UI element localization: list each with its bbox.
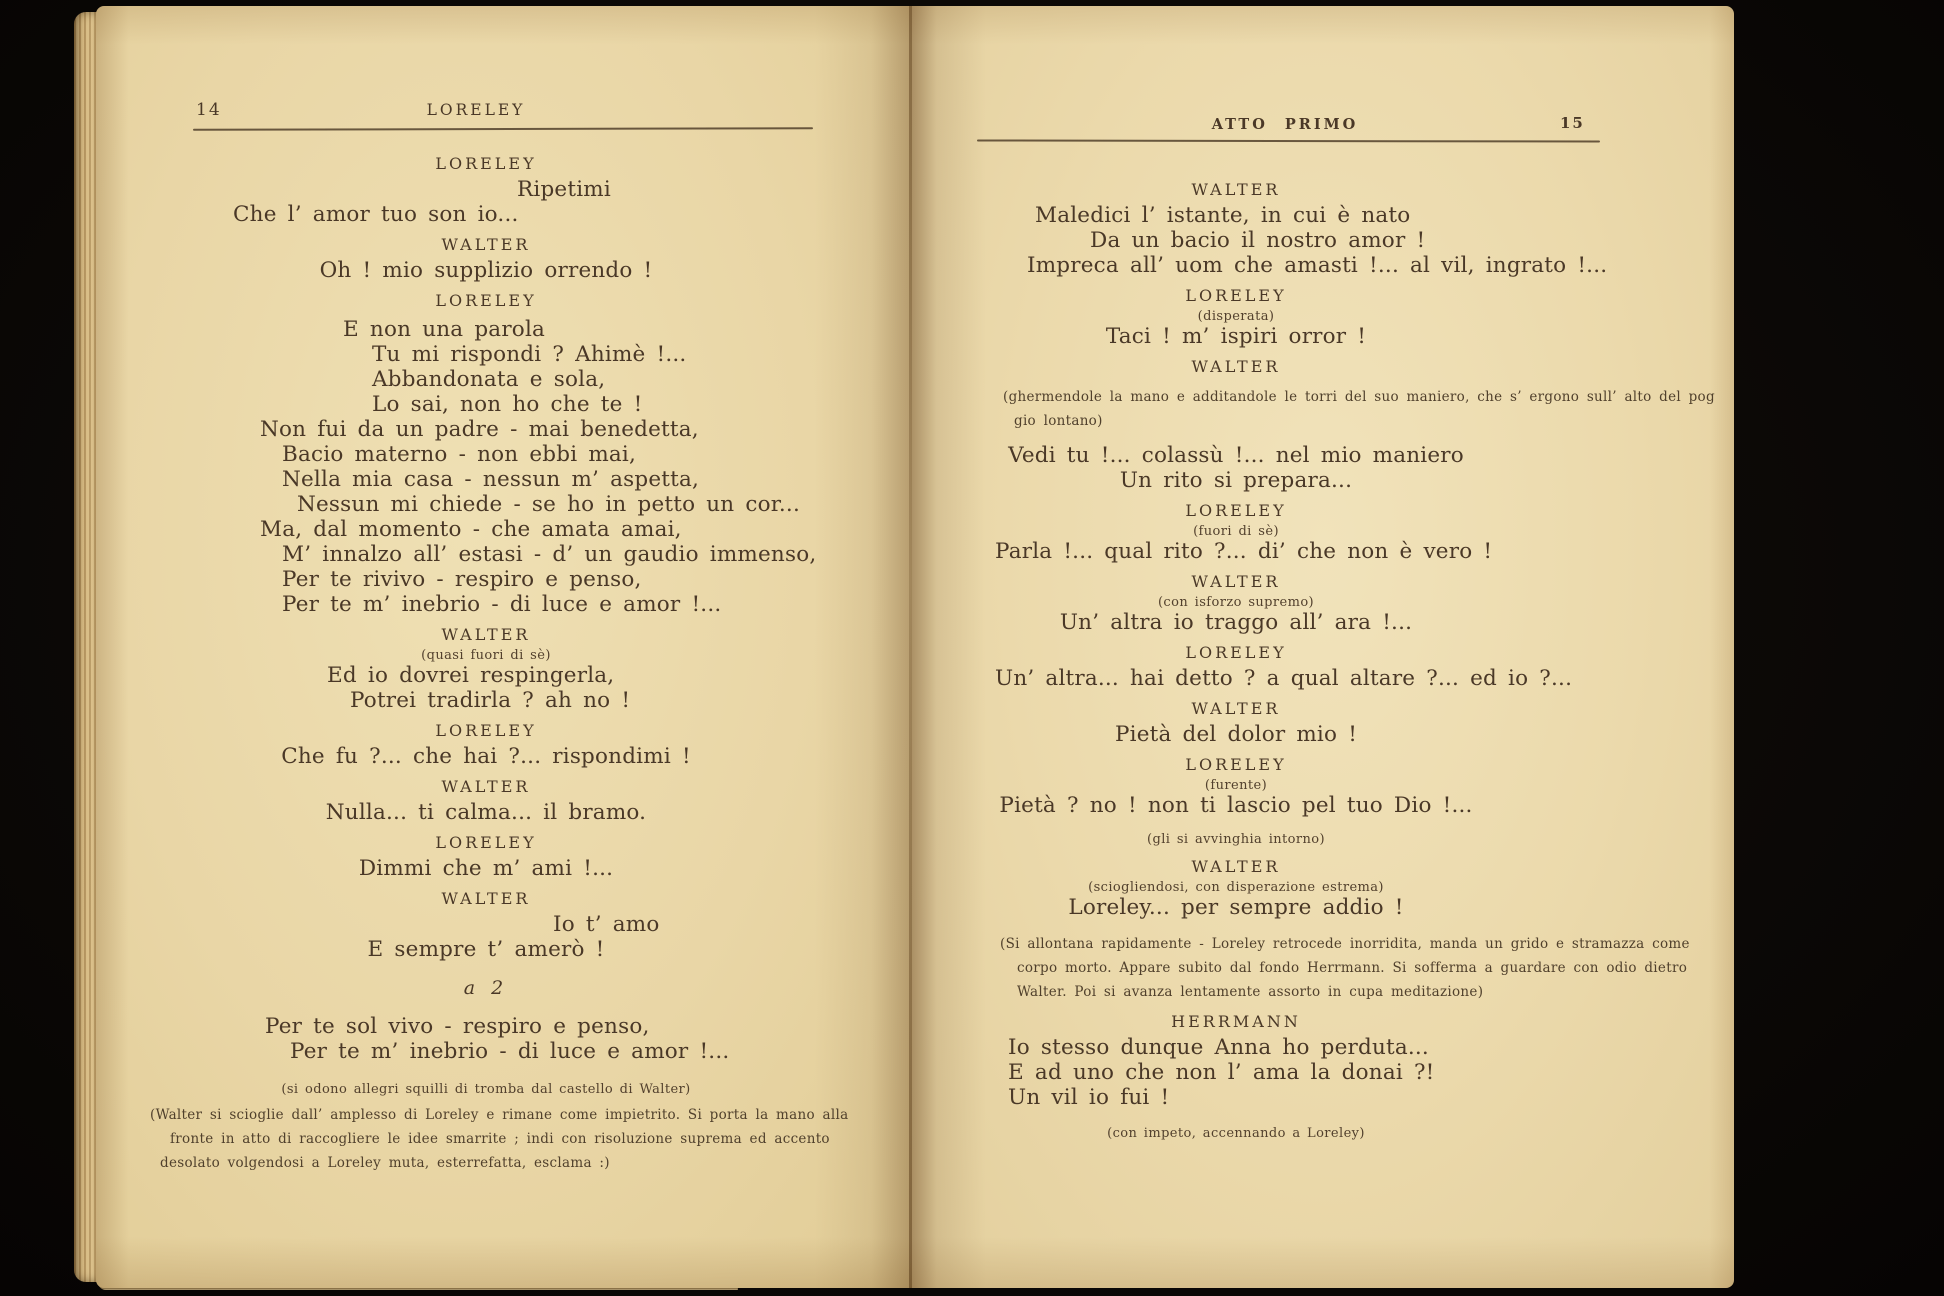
left-page [96,6,912,1288]
verse-line: E non una parola [343,317,546,342]
stage-direction: (con isforzo supremo) [1157,595,1315,610]
verse-line: Un’ altra io traggo all’ ara !... [1059,610,1413,635]
page-14-text [150,146,849,1175]
stage-direction: (disperata) [1197,309,1275,324]
speaker-name: LORELEY [435,291,537,310]
verse-line: Un vil io fui ! [1008,1085,1170,1110]
speaker-name: WALTER [441,235,531,254]
verse-line: Oh ! mio supplizio orrendo ! [319,258,653,283]
stage-direction-line: (Walter si scioglie dall’ amplesso di Loreley e rimane come impietrito. Si porta la mano alla [150,1107,849,1123]
verse-line: Pietà del dolor mio ! [1114,722,1358,747]
verse-line: Nessun mi chiede - se ho in petto un cor... [297,492,800,517]
left-page-number: 14 [196,100,222,120]
verse-line: Per te rivivo - respiro e penso, [282,567,642,592]
verse-line: E ad uno che non l’ ama la donai ?! [1008,1060,1435,1085]
stage-direction: (sciogliendosi, con disperazione estrema) [1088,880,1384,895]
verse-line: Per te m’ inebrio - di luce e amor !... [290,1039,730,1064]
verse-line: Ed io dovrei respingerla, [327,663,615,688]
verse-line: Parla !... qual rito ?... di’ che non è vero ! [995,539,1493,564]
open-book [74,6,1734,1290]
verse-line: Non fui da un padre - mai benedetta, [260,417,699,442]
verse-line: Ma, dal momento - che amata amai, [260,517,682,542]
stage-direction: (si odono allegri squilli di tromba dal castello di Walter) [281,1082,691,1097]
stage-direction-line: fronte in atto di raccogliere le idee smarrite ; indi con risoluzione suprema ed accento [170,1131,830,1147]
verse-line: Potrei tradirla ? ah no ! [350,688,631,713]
speaker-name: LORELEY [1185,501,1287,520]
verse-line: Bacio materno - non ebbi mai, [282,442,637,467]
verse-line: Taci ! m’ ispiri orror ! [1105,324,1367,349]
left-header-rule [193,127,813,131]
verse-line: E sempre t’ amerò ! [367,937,605,962]
stage-direction-line: corpo morto. Appare subito dal fondo Herrmann. Si sofferma a guardare con odio dietro [1017,960,1688,976]
stage-direction-line: (Si allontana rapidamente - Loreley retrocede inorridita, manda un grido e stramazza come [1000,936,1690,952]
stage-direction: (fuori di sè) [1193,524,1279,539]
speaker-name: LORELEY [1185,643,1287,662]
right-running-title: ATTO PRIMO [1211,116,1359,133]
verse-line: Per te m’ inebrio - di luce e amor !... [282,592,722,617]
stage-direction-line: Walter. Poi si avanza lentamente assorto in cupa meditazione) [1017,984,1484,1000]
speaker-name: WALTER [441,889,531,908]
verse-line: Io t’ amo [553,912,660,937]
speaker-name: WALTER [441,625,531,644]
duet-marker: a 2 [463,977,509,999]
verse-line: Nella mia casa - nessun m’ aspetta, [282,467,699,492]
verse-line: Da un bacio il nostro amor ! [1090,228,1426,253]
speaker-name: WALTER [1191,857,1281,876]
verse-line: Maledici l’ istante, in cui è nato [1035,203,1411,228]
stage-direction-line: (ghermendole la mano e additandole le torri del suo maniero, che s’ ergono sull’ alto del pog [1003,389,1715,405]
speaker-name: WALTER [1191,699,1281,718]
speaker-name: LORELEY [1185,755,1287,774]
verse-line: Che fu ?... che hai ?... rispondimi ! [281,744,691,769]
verse-line: Che l’ amor tuo son io... [233,202,519,227]
verse-line: Impreca all’ uom che amasti !... al vil, ingrato !... [1027,253,1608,278]
verse-line: Vedi tu !... colassù !... nel mio maniero [1008,443,1464,468]
verse-line: Ripetimi [517,177,611,202]
verse-line: Un’ altra... hai detto ? a qual altare ?... ed io ?... [995,666,1573,691]
speaker-name: WALTER [1191,572,1281,591]
stage-direction-line: gio lontano) [1014,413,1103,429]
verse-line: Abbandonata e sola, [372,367,606,392]
verse-line: Per te sol vivo - respiro e penso, [265,1014,650,1039]
verse-line: Nulla... ti calma... il bramo. [325,800,647,825]
verse-line: Un rito si prepara... [1119,468,1353,493]
speaker-name: WALTER [441,777,531,796]
speaker-name: LORELEY [435,833,537,852]
speaker-name: WALTER [1191,357,1281,376]
verse-line: Pietà ? no ! non ti lascio pel tuo Dio !... [999,793,1473,818]
verse-line: Loreley... per sempre addio ! [1068,895,1404,920]
verse-line: M’ innalzo all’ estasi - d’ un gaudio immenso, [282,542,817,567]
right-header-rule [977,139,1600,142]
right-page [912,6,1734,1288]
stage-direction: (quasi fuori di sè) [421,648,551,663]
verse-line: Io stesso dunque Anna ho perduta... [1008,1035,1429,1060]
speaker-name: WALTER [1191,180,1281,199]
speaker-name: HERRMANN [1171,1012,1301,1031]
stage-direction: (gli si avvinghia intorno) [1147,832,1325,847]
stage-direction-line: desolato volgendosi a Loreley muta, esterrefatta, esclama :) [160,1155,610,1171]
verse-line: Dimmi che m’ ami !... [358,856,614,881]
stage-direction: (furente) [1204,778,1268,793]
speaker-name: LORELEY [435,154,537,173]
speaker-name: LORELEY [1185,286,1287,305]
verse-line: Lo sai, non ho che te ! [372,392,643,417]
verse-line: Tu mi rispondi ? Ahimè !... [372,342,687,367]
left-running-title: LORELEY [426,101,526,119]
speaker-name: LORELEY [435,721,537,740]
stage-direction: (con impeto, accennando a Loreley) [1107,1126,1365,1141]
right-page-number: 15 [1560,114,1585,132]
page-15-text [995,172,1715,1141]
